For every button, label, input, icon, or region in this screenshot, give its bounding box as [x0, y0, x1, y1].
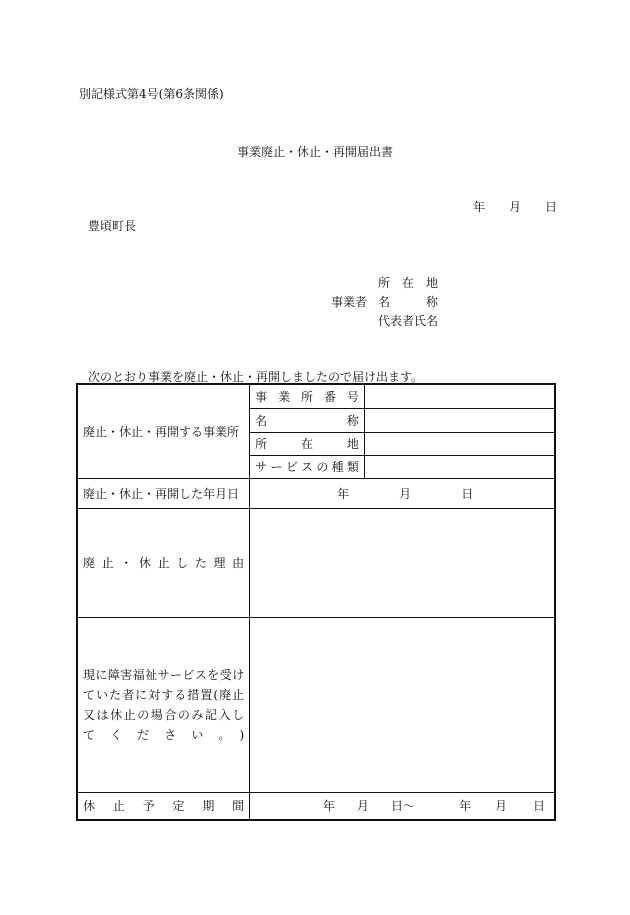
date-month-label: 月 [509, 200, 522, 214]
suspension-period-values [255, 797, 549, 814]
measures-line-4: てください。) [83, 727, 245, 742]
period-end-year: 年 [458, 799, 471, 814]
business-operator-label: 事業者 [331, 295, 368, 309]
suspension-period-label: 休止予定期間 [77, 792, 250, 820]
document-title: 事業廃止・休止・再開届出書 [236, 145, 393, 159]
office-address-label: 所在地 [250, 432, 365, 455]
table-row [77, 478, 555, 508]
period-start-year: 年 [322, 799, 335, 814]
table-row [77, 384, 555, 408]
period-start-month: 月 [356, 799, 369, 814]
office-number-field[interactable] [364, 384, 555, 408]
period-start-day: 日〜 [390, 799, 415, 814]
service-type-field[interactable] [364, 455, 555, 478]
reason-label: 廃止・休止した理由 [77, 508, 250, 617]
notification-form-table [76, 383, 556, 821]
date-year-label: 年 [473, 200, 486, 214]
measures-line-3: 又は休止の場合のみ記入し [83, 707, 245, 722]
table-row [77, 617, 555, 792]
measures-label-cell [77, 617, 250, 792]
address-label: 所 在 地 [378, 276, 439, 290]
form-number-label: 別記様式第4号(第6条関係) [79, 87, 224, 101]
office-address-field[interactable] [364, 432, 555, 455]
addressee: 豊頃町長 [88, 219, 137, 233]
office-name-field[interactable] [364, 408, 555, 432]
date-day-label: 日 [545, 200, 558, 214]
service-type-label: サービスの種類 [250, 455, 365, 478]
measures-line-1: 現に障害福祉サービスを受け [83, 667, 245, 682]
period-end-day: 日 [532, 799, 545, 814]
office-label: 廃止・休止・再開する事業所 [83, 424, 240, 439]
reason-field[interactable] [250, 508, 555, 617]
action-date-field[interactable] [250, 478, 555, 508]
suspension-period-field[interactable] [250, 792, 555, 820]
action-date-year: 年 [337, 486, 350, 501]
name-label: 名 称 [378, 295, 439, 309]
period-end-month: 月 [494, 799, 507, 814]
office-label-cell [77, 384, 250, 478]
representative-label: 代表者氏名 [378, 314, 439, 328]
office-number-label: 事業所番号 [250, 384, 365, 408]
table-row [77, 508, 555, 617]
action-date-label: 廃止・休止・再開した年月日 [77, 478, 250, 508]
action-date-day: 日 [461, 486, 474, 501]
table-row [77, 792, 555, 820]
measures-field[interactable] [250, 617, 555, 792]
office-name-label: 名称 [250, 408, 365, 432]
action-date-month: 月 [399, 486, 412, 501]
measures-line-2: ていた者に対する措置(廃止 [83, 687, 245, 702]
intro-text: 次のとおり事業を廃止・休止・再開しましたので届け出ます。 [88, 370, 424, 384]
